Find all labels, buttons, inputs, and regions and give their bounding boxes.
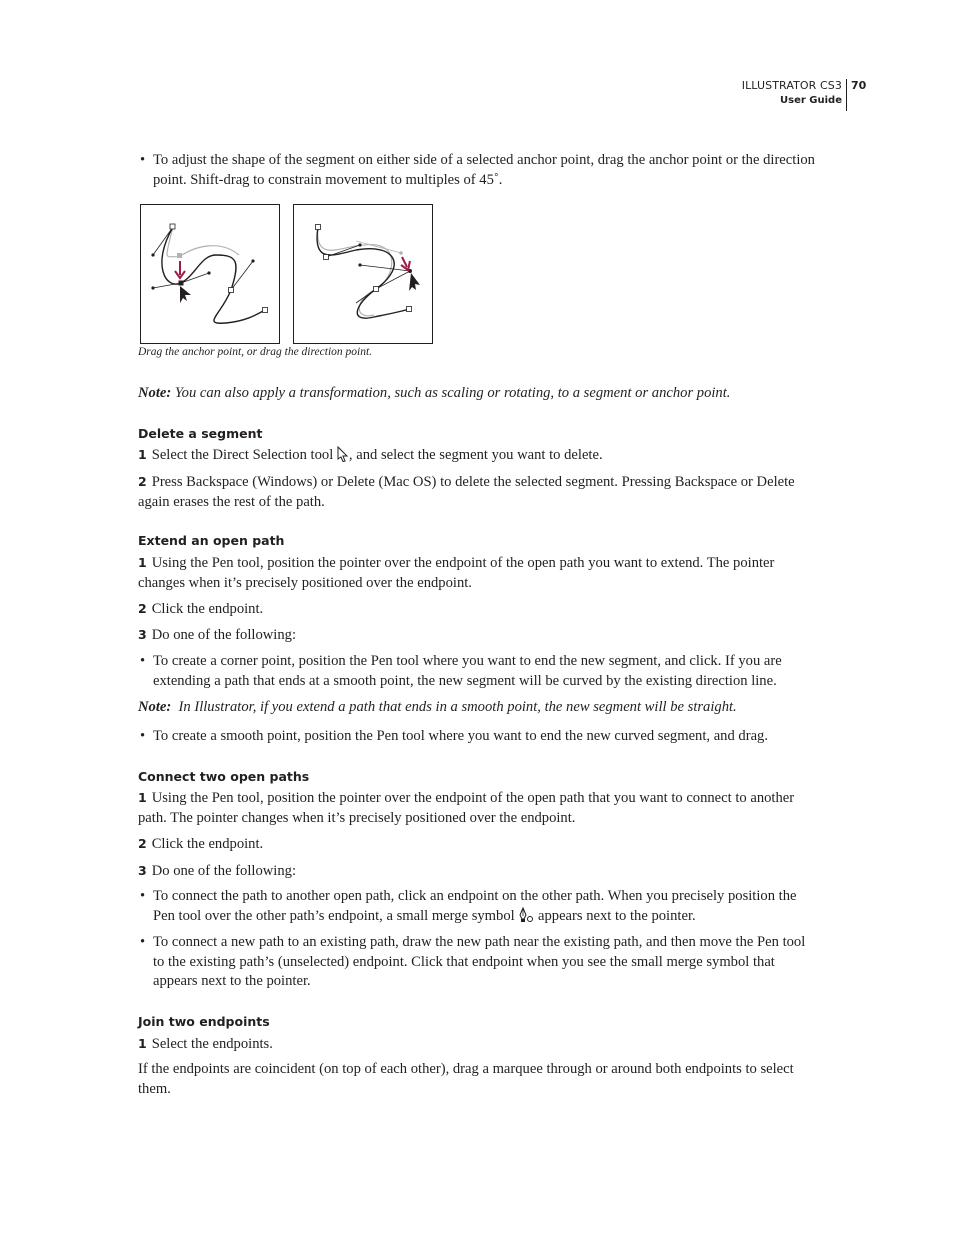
- heading-connect-open-paths: Connect two open paths: [138, 769, 310, 784]
- connect-step-3: [138, 861, 818, 882]
- note-text: In Illustrator, if you extend a path that ends in a smooth point, the new segment will be straight.: [178, 699, 737, 715]
- connect-bullet-2-text: To connect a new path to an existing path, draw the new path near the existing path, and then move the Pen tool to the existing path’s (unselected) endpoint. Click that endpoint when you see the small merge symbol that appears next to the pointer.: [153, 934, 806, 989]
- figure-drag-anchor-point: [140, 204, 280, 344]
- join-step-1-text: Select the endpoints.: [151, 1036, 273, 1052]
- connect-step-1-text: Using the Pen tool, position the pointer over the endpoint of the open path that you want to connect to another path. The pointer changes when it’s precisely positioned over the endpoint.: [138, 790, 795, 826]
- pen-merge-symbol-icon: [518, 907, 534, 930]
- connect-bullet-1-text-b: appears next to the pointer.: [538, 907, 696, 924]
- bullet-dot: •: [140, 934, 146, 950]
- extend-bullet-2: [138, 727, 818, 747]
- heading-extend-open-path: Extend an open path: [138, 533, 285, 548]
- figure-drag-direction-point: [293, 204, 433, 344]
- connect-step-2-text: Click the endpoint.: [151, 836, 264, 852]
- connect-bullet-1-text-a: To connect the path to another open path, click an endpoint on the other path. When you precisely position the Pen tool over the other path’s endpoint, a small merge symbol: [153, 888, 797, 924]
- extend-step-1-text: Using the Pen tool, position the pointer over the endpoint of the open path you want to extend. The pointer changes when it’s precisely positioned over the endpoint.: [138, 555, 775, 591]
- extend-bullet-2-text: To create a smooth point, position the Pen tool where you want to end the new curved segment, and drag.: [153, 728, 769, 744]
- connect-step-3-text: Do one of the following:: [151, 863, 296, 879]
- note-label: Note:: [138, 699, 172, 715]
- delete-step-1-text-b: , and select the segment you want to delete.: [348, 447, 603, 463]
- step-number: 2: [138, 836, 147, 851]
- header-subtitle: User Guide: [780, 95, 842, 106]
- connect-bullet-1-body: [153, 887, 818, 929]
- step-number: 2: [138, 601, 147, 616]
- extend-step-2-text: Click the endpoint.: [151, 601, 264, 617]
- delete-step-1-text-a: Select the Direct Selection tool: [151, 447, 334, 463]
- page-number: 70: [851, 79, 867, 92]
- extend-bullet-1: [138, 652, 818, 691]
- delete-step-2-text: Press Backspace (Windows) or Delete (Mac OS) to delete the selected segment. Pressing Backspace or Delete again erases the rest of the path.: [138, 474, 795, 510]
- delete-step-2: [138, 472, 818, 512]
- step-number: 1: [138, 1036, 147, 1051]
- note-transformation: [138, 384, 828, 403]
- extend-step-3-text: Do one of the following:: [151, 627, 296, 643]
- join-paragraph: If the endpoints are coincident (on top of each other), drag a marquee through or around both endpoints to select them.: [138, 1061, 794, 1097]
- extend-bullet-1-text: To create a corner point, position the Pen tool where you want to end the new segment, and click. If you are extending a path that ends at a smooth point, the new segment will be curved by the existing direction line.: [153, 653, 782, 689]
- figure-caption: Drag the anchor point, or drag the direction point.: [138, 346, 373, 358]
- step-number: 3: [138, 863, 147, 878]
- step-number: 1: [138, 555, 147, 570]
- intro-bullet-text: To adjust the shape of the segment on either side of a selected anchor point, drag the anchor point or the direction point. Shift-drag to constrain movement to multiples of 45˚.: [153, 152, 815, 188]
- bullet-dot: •: [140, 888, 146, 904]
- join-step-1: [138, 1034, 818, 1055]
- note-extend-smooth-point: [138, 698, 828, 717]
- extend-step-2: [138, 599, 818, 620]
- step-number: 3: [138, 627, 147, 642]
- connect-step-1: [138, 788, 818, 828]
- bullet-dot: •: [140, 152, 146, 168]
- step-number: 1: [138, 790, 147, 805]
- header-title: ILLUSTRATOR CS3: [741, 79, 842, 92]
- delete-step-1: [138, 445, 818, 469]
- intro-bullet: [138, 151, 818, 190]
- step-number: 1: [138, 447, 147, 462]
- page-header: [0, 79, 954, 119]
- connect-bullet-1: [138, 887, 818, 929]
- bullet-dot: •: [140, 728, 146, 744]
- heading-delete-segment: Delete a segment: [138, 426, 263, 441]
- connect-bullet-2: [138, 933, 818, 992]
- heading-join-endpoints: Join two endpoints: [138, 1014, 270, 1029]
- connect-step-2: [138, 834, 818, 855]
- extend-step-3: [138, 625, 818, 646]
- extend-step-1: [138, 553, 818, 593]
- direct-selection-tool-icon: [337, 446, 349, 469]
- note-text: You can also apply a transformation, such as scaling or rotating, to a segment or anchor point.: [174, 385, 731, 401]
- step-number: 2: [138, 474, 147, 489]
- bullet-dot: •: [140, 653, 146, 669]
- header-divider: [846, 79, 847, 111]
- note-label: Note:: [138, 385, 172, 401]
